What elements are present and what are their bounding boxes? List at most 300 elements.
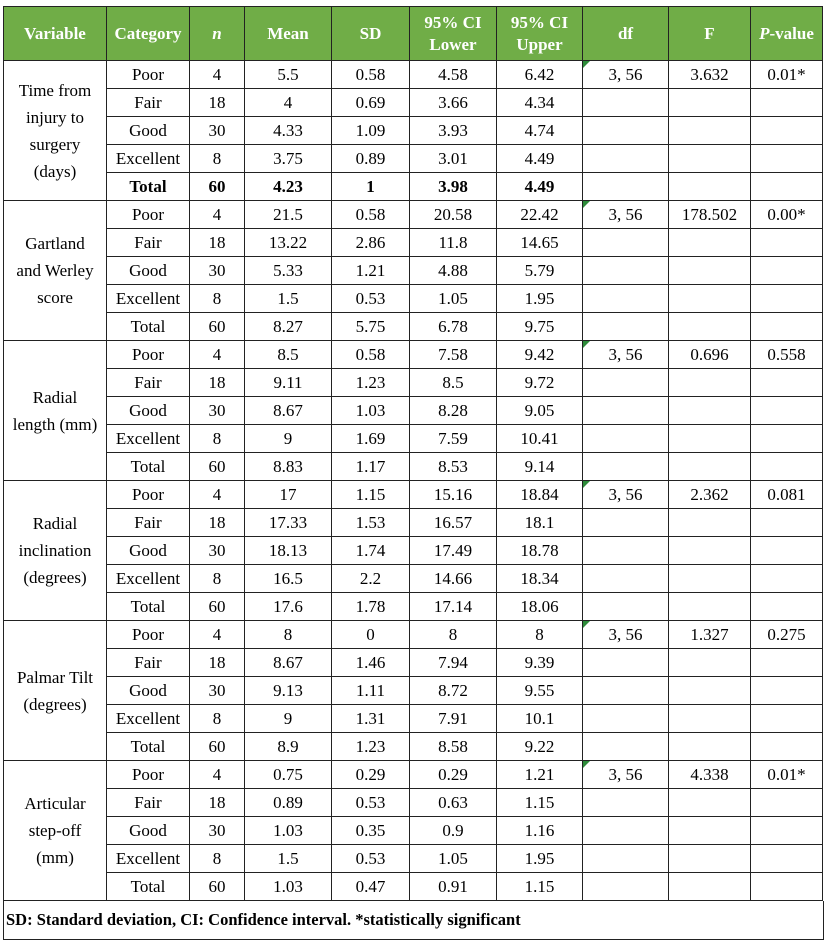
upper-cell: 9.39 <box>497 649 583 677</box>
sd-cell: 0.53 <box>332 789 410 817</box>
variable-label-line: length (mm) <box>12 414 98 434</box>
lower-cell: 4.58 <box>410 61 497 89</box>
df-empty-cell <box>583 817 669 845</box>
variable-label-line: and Werley <box>16 261 94 280</box>
sd-cell: 1.11 <box>332 677 410 705</box>
mean-cell: 9 <box>245 425 332 453</box>
variable-label-line: score <box>37 288 73 307</box>
header-row <box>4 7 823 61</box>
mean-cell: 8.67 <box>245 649 332 677</box>
table-row <box>4 61 823 89</box>
header-ci-lower-line1: 95% CI <box>424 12 482 32</box>
n-cell: 4 <box>190 481 245 509</box>
n-cell: 18 <box>190 369 245 397</box>
p-cell <box>751 481 823 509</box>
upper-cell: 5.79 <box>497 257 583 285</box>
variable-label-line: (degrees) <box>23 694 87 714</box>
f-empty-cell <box>669 537 751 565</box>
mean-cell: 5.5 <box>245 61 332 89</box>
f-empty-cell <box>669 733 751 761</box>
p-empty-cell <box>751 705 823 733</box>
p-empty-cell <box>751 733 823 761</box>
category-cell: Total <box>107 593 190 621</box>
df-empty-cell <box>583 537 669 565</box>
upper-cell: 1.95 <box>497 845 583 873</box>
lower-cell: 1.05 <box>410 285 497 313</box>
category-cell: Fair <box>107 789 190 817</box>
variable-label-line: Palmar Tilt <box>16 667 94 687</box>
f-empty-cell <box>669 873 751 901</box>
n-cell: 30 <box>190 537 245 565</box>
sd-cell: 1.17 <box>332 453 410 481</box>
df-cell <box>583 61 669 89</box>
p-value: 0.01* <box>767 64 806 84</box>
variable-label-line: surgery <box>29 134 81 154</box>
table-row <box>4 341 823 369</box>
mean-cell: 17.33 <box>245 509 332 537</box>
upper-cell: 18.84 <box>497 481 583 509</box>
error-indicator-icon <box>583 61 590 68</box>
upper-cell: 9.42 <box>497 341 583 369</box>
f-cell <box>669 61 751 89</box>
sd-cell: 1.78 <box>332 593 410 621</box>
sd-cell: 1.74 <box>332 537 410 565</box>
header-category: Category <box>107 7 190 61</box>
n-cell: 60 <box>190 453 245 481</box>
category-cell: Excellent <box>107 705 190 733</box>
n-cell: 18 <box>190 649 245 677</box>
df-cell <box>583 761 669 789</box>
n-cell: 60 <box>190 173 245 201</box>
n-cell: 30 <box>190 257 245 285</box>
df-empty-cell <box>583 733 669 761</box>
upper-cell: 10.1 <box>497 705 583 733</box>
p-empty-cell <box>751 649 823 677</box>
lower-cell: 0.9 <box>410 817 497 845</box>
category-cell: Total <box>107 313 190 341</box>
variable-cell <box>4 621 107 761</box>
lower-cell: 11.8 <box>410 229 497 257</box>
lower-cell: 8.58 <box>410 733 497 761</box>
lower-cell: 7.91 <box>410 705 497 733</box>
variable-label-line: injury to <box>25 107 85 127</box>
variable-label-line: (days) <box>33 161 77 181</box>
n-cell: 8 <box>190 845 245 873</box>
n-cell: 8 <box>190 145 245 173</box>
sd-cell: 0.35 <box>332 817 410 845</box>
sd-cell: 0.29 <box>332 761 410 789</box>
mean-cell: 1.03 <box>245 817 332 845</box>
lower-cell: 8.53 <box>410 453 497 481</box>
error-indicator-icon <box>583 621 590 628</box>
n-cell: 4 <box>190 761 245 789</box>
category-cell: Fair <box>107 369 190 397</box>
sd-cell: 1.31 <box>332 705 410 733</box>
variable-label-line: inclination <box>18 541 92 560</box>
table-row <box>4 369 823 397</box>
variable-label-line: step-off <box>28 821 82 840</box>
lower-cell: 8.5 <box>410 369 497 397</box>
table-row <box>4 397 823 425</box>
p-empty-cell <box>751 845 823 873</box>
f-cell <box>669 341 751 369</box>
variable-label-line: Radial <box>32 514 78 533</box>
f-empty-cell <box>669 369 751 397</box>
sd-cell: 1.53 <box>332 509 410 537</box>
f-empty-cell <box>669 257 751 285</box>
f-empty-cell <box>669 229 751 257</box>
f-empty-cell <box>669 173 751 201</box>
p-value: 0.558 <box>767 344 806 364</box>
sd-cell: 2.2 <box>332 565 410 593</box>
p-value: 0.00* <box>767 204 806 224</box>
n-cell: 8 <box>190 705 245 733</box>
category-cell: Poor <box>107 61 190 89</box>
table-header <box>4 7 823 61</box>
sd-cell: 5.75 <box>332 313 410 341</box>
sd-cell: 1.09 <box>332 117 410 145</box>
n-cell: 4 <box>190 201 245 229</box>
lower-cell: 0.91 <box>410 873 497 901</box>
p-empty-cell <box>751 257 823 285</box>
upper-cell: 8 <box>497 621 583 649</box>
f-empty-cell <box>669 453 751 481</box>
category-cell: Excellent <box>107 425 190 453</box>
table-body <box>4 61 823 901</box>
table-row <box>4 593 823 621</box>
sd-cell: 0.58 <box>332 201 410 229</box>
variable-cell <box>4 201 107 341</box>
table-row <box>4 649 823 677</box>
p-value: 0.275 <box>767 624 806 644</box>
table-row <box>4 789 823 817</box>
p-empty-cell <box>751 453 823 481</box>
mean-cell: 4 <box>245 89 332 117</box>
f-cell <box>669 201 751 229</box>
f-value: 178.502 <box>681 204 738 224</box>
p-cell <box>751 201 823 229</box>
upper-cell: 4.49 <box>497 145 583 173</box>
sd-cell: 0.89 <box>332 145 410 173</box>
df-value: 3, 56 <box>608 764 643 784</box>
sd-cell: 0.47 <box>332 873 410 901</box>
f-empty-cell <box>669 789 751 817</box>
n-cell: 8 <box>190 285 245 313</box>
error-indicator-icon <box>583 201 590 208</box>
lower-cell: 3.93 <box>410 117 497 145</box>
n-cell: 18 <box>190 789 245 817</box>
n-cell: 8 <box>190 565 245 593</box>
sd-cell: 0.69 <box>332 89 410 117</box>
p-empty-cell <box>751 873 823 901</box>
p-empty-cell <box>751 509 823 537</box>
category-cell: Fair <box>107 89 190 117</box>
sd-cell: 0 <box>332 621 410 649</box>
df-value: 3, 56 <box>608 624 643 644</box>
lower-cell: 3.66 <box>410 89 497 117</box>
lower-cell: 1.05 <box>410 845 497 873</box>
mean-cell: 8.27 <box>245 313 332 341</box>
df-empty-cell <box>583 649 669 677</box>
df-empty-cell <box>583 453 669 481</box>
f-empty-cell <box>669 89 751 117</box>
f-empty-cell <box>669 425 751 453</box>
df-empty-cell <box>583 145 669 173</box>
upper-cell: 1.21 <box>497 761 583 789</box>
variable-label-line: Time from <box>18 80 92 100</box>
category-cell: Good <box>107 677 190 705</box>
mean-cell: 9 <box>245 705 332 733</box>
df-empty-cell <box>583 845 669 873</box>
table-row <box>4 761 823 789</box>
f-cell <box>669 621 751 649</box>
n-cell: 4 <box>190 61 245 89</box>
n-cell: 18 <box>190 509 245 537</box>
df-value: 3, 56 <box>608 64 643 84</box>
n-cell: 18 <box>190 89 245 117</box>
lower-cell: 17.49 <box>410 537 497 565</box>
p-empty-cell <box>751 593 823 621</box>
p-cell <box>751 621 823 649</box>
variable-cell <box>4 481 107 621</box>
sd-cell: 1.46 <box>332 649 410 677</box>
f-value: 3.632 <box>690 64 729 84</box>
sd-cell: 1.69 <box>332 425 410 453</box>
upper-cell: 18.06 <box>497 593 583 621</box>
table-row <box>4 873 823 901</box>
sd-cell: 1.23 <box>332 369 410 397</box>
df-empty-cell <box>583 873 669 901</box>
table-row <box>4 229 823 257</box>
upper-cell: 6.42 <box>497 61 583 89</box>
f-empty-cell <box>669 509 751 537</box>
header-p-suffix: -value <box>769 23 814 43</box>
category-cell: Poor <box>107 341 190 369</box>
table-row <box>4 89 823 117</box>
category-cell: Good <box>107 117 190 145</box>
p-cell <box>751 61 823 89</box>
mean-cell: 8.83 <box>245 453 332 481</box>
header-mean: Mean <box>245 7 332 61</box>
header-sd: SD <box>332 7 410 61</box>
mean-cell: 8.67 <box>245 397 332 425</box>
upper-cell: 9.72 <box>497 369 583 397</box>
n-cell: 18 <box>190 229 245 257</box>
upper-cell: 9.75 <box>497 313 583 341</box>
header-p-letter: P <box>759 23 770 43</box>
table-row <box>4 509 823 537</box>
header-n: n <box>190 7 245 61</box>
mean-cell: 17 <box>245 481 332 509</box>
category-cell: Fair <box>107 229 190 257</box>
mean-cell: 18.13 <box>245 537 332 565</box>
df-empty-cell <box>583 425 669 453</box>
f-empty-cell <box>669 117 751 145</box>
mean-cell: 17.6 <box>245 593 332 621</box>
df-empty-cell <box>583 593 669 621</box>
lower-cell: 7.59 <box>410 425 497 453</box>
df-empty-cell <box>583 313 669 341</box>
lower-cell: 6.78 <box>410 313 497 341</box>
f-empty-cell <box>669 677 751 705</box>
table-row <box>4 425 823 453</box>
f-empty-cell <box>669 817 751 845</box>
upper-cell: 14.65 <box>497 229 583 257</box>
p-empty-cell <box>751 145 823 173</box>
f-empty-cell <box>669 565 751 593</box>
lower-cell: 8.28 <box>410 397 497 425</box>
df-empty-cell <box>583 509 669 537</box>
df-empty-cell <box>583 89 669 117</box>
header-ci-upper <box>497 7 583 61</box>
table-row <box>4 677 823 705</box>
mean-cell: 9.13 <box>245 677 332 705</box>
df-empty-cell <box>583 565 669 593</box>
category-cell: Excellent <box>107 285 190 313</box>
mean-cell: 8 <box>245 621 332 649</box>
variable-label-line: (mm) <box>36 848 74 867</box>
df-value: 3, 56 <box>608 344 643 364</box>
f-value: 1.327 <box>690 624 729 644</box>
f-empty-cell <box>669 145 751 173</box>
f-empty-cell <box>669 397 751 425</box>
f-empty-cell <box>669 649 751 677</box>
n-cell: 30 <box>190 677 245 705</box>
n-cell: 60 <box>190 733 245 761</box>
variable-cell <box>4 61 107 201</box>
upper-cell: 18.78 <box>497 537 583 565</box>
variable-label-line: Radial <box>32 387 78 407</box>
category-cell: Total <box>107 453 190 481</box>
sd-cell: 1.03 <box>332 397 410 425</box>
category-cell: Good <box>107 537 190 565</box>
lower-cell: 0.63 <box>410 789 497 817</box>
category-cell: Poor <box>107 201 190 229</box>
df-empty-cell <box>583 369 669 397</box>
category-cell: Good <box>107 257 190 285</box>
category-cell: Poor <box>107 761 190 789</box>
mean-cell: 1.5 <box>245 845 332 873</box>
lower-cell: 8.72 <box>410 677 497 705</box>
mean-cell: 9.11 <box>245 369 332 397</box>
p-empty-cell <box>751 537 823 565</box>
upper-cell: 1.95 <box>497 285 583 313</box>
lower-cell: 4.88 <box>410 257 497 285</box>
sd-cell: 0.53 <box>332 845 410 873</box>
header-f: F <box>669 7 751 61</box>
df-empty-cell <box>583 397 669 425</box>
p-empty-cell <box>751 89 823 117</box>
variable-label-line: (degrees) <box>23 568 87 587</box>
lower-cell: 7.94 <box>410 649 497 677</box>
df-value: 3, 56 <box>608 484 643 504</box>
p-cell <box>751 761 823 789</box>
upper-cell: 18.1 <box>497 509 583 537</box>
category-cell: Total <box>107 873 190 901</box>
table-row <box>4 817 823 845</box>
lower-cell: 0.29 <box>410 761 497 789</box>
n-cell: 4 <box>190 341 245 369</box>
sd-cell: 1.21 <box>332 257 410 285</box>
p-empty-cell <box>751 173 823 201</box>
p-empty-cell <box>751 817 823 845</box>
df-empty-cell <box>583 789 669 817</box>
df-cell <box>583 621 669 649</box>
df-empty-cell <box>583 285 669 313</box>
variable-cell <box>4 761 107 901</box>
lower-cell: 7.58 <box>410 341 497 369</box>
p-empty-cell <box>751 565 823 593</box>
lower-cell: 3.01 <box>410 145 497 173</box>
table-row <box>4 285 823 313</box>
n-cell: 30 <box>190 817 245 845</box>
lower-cell: 15.16 <box>410 481 497 509</box>
n-cell: 8 <box>190 425 245 453</box>
sd-cell: 0.58 <box>332 61 410 89</box>
f-empty-cell <box>669 313 751 341</box>
lower-cell: 16.57 <box>410 509 497 537</box>
mean-cell: 5.33 <box>245 257 332 285</box>
mean-cell: 3.75 <box>245 145 332 173</box>
mean-cell: 4.33 <box>245 117 332 145</box>
category-cell: Poor <box>107 621 190 649</box>
table-row <box>4 173 823 201</box>
p-empty-cell <box>751 425 823 453</box>
table-row <box>4 201 823 229</box>
table-row <box>4 117 823 145</box>
table-row <box>4 733 823 761</box>
variable-label-line: Articular <box>24 794 86 813</box>
category-cell: Good <box>107 397 190 425</box>
p-empty-cell <box>751 229 823 257</box>
upper-cell: 4.49 <box>497 173 583 201</box>
header-df: df <box>583 7 669 61</box>
upper-cell: 10.41 <box>497 425 583 453</box>
sd-cell: 0.58 <box>332 341 410 369</box>
upper-cell: 1.15 <box>497 789 583 817</box>
n-cell: 60 <box>190 313 245 341</box>
error-indicator-icon <box>583 341 590 348</box>
lower-cell: 17.14 <box>410 593 497 621</box>
p-empty-cell <box>751 369 823 397</box>
f-empty-cell <box>669 845 751 873</box>
p-empty-cell <box>751 397 823 425</box>
upper-cell: 18.34 <box>497 565 583 593</box>
category-cell: Total <box>107 173 190 201</box>
sd-cell: 0.53 <box>332 285 410 313</box>
sd-cell: 1.23 <box>332 733 410 761</box>
p-empty-cell <box>751 677 823 705</box>
df-empty-cell <box>583 117 669 145</box>
p-empty-cell <box>751 285 823 313</box>
n-cell: 60 <box>190 873 245 901</box>
lower-cell: 8 <box>410 621 497 649</box>
table-row <box>4 145 823 173</box>
error-indicator-icon <box>583 761 590 768</box>
header-p-value <box>751 7 823 61</box>
lower-cell: 14.66 <box>410 565 497 593</box>
sd-cell: 1.15 <box>332 481 410 509</box>
category-cell: Excellent <box>107 845 190 873</box>
variable-cell <box>4 341 107 481</box>
table-row <box>4 621 823 649</box>
upper-cell: 1.15 <box>497 873 583 901</box>
lower-cell: 20.58 <box>410 201 497 229</box>
df-value: 3, 56 <box>608 204 643 224</box>
p-empty-cell <box>751 117 823 145</box>
sd-cell: 1 <box>332 173 410 201</box>
upper-cell: 4.74 <box>497 117 583 145</box>
